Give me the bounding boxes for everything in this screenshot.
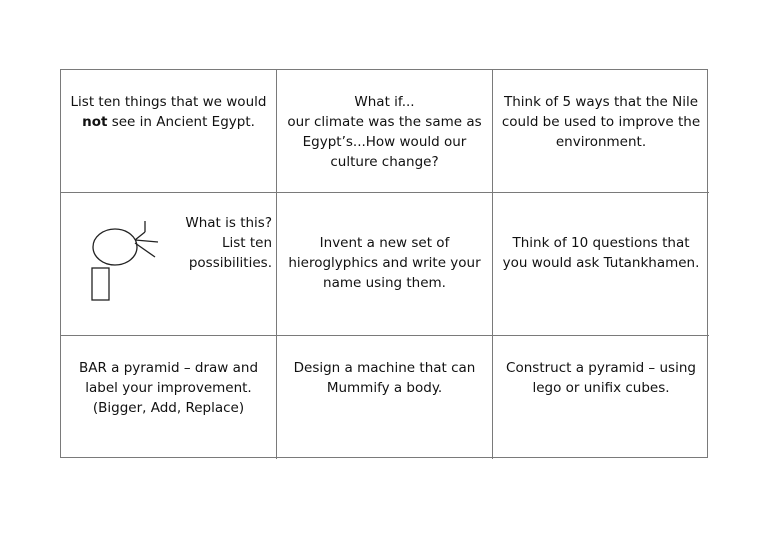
card-what-if [277, 70, 493, 193]
card-text-line: Egypt’s...How would our [302, 134, 467, 150]
card-text-line: Mummify a body. [326, 380, 443, 396]
card-text-line [69, 112, 268, 132]
emphasis-not: not [82, 114, 108, 130]
card-hieroglyphics [277, 193, 493, 336]
card-bar-pyramid [61, 336, 277, 459]
mystery-shape-drawing [83, 205, 193, 305]
card-what-is-this [61, 193, 277, 336]
card-text-line: possibilities. [188, 255, 272, 271]
card-text-line: What if... [354, 94, 415, 110]
card-text-line: label your improvement. [85, 380, 252, 396]
card-text-line: lego or unifix cubes. [532, 380, 670, 396]
card-text-line: name using them. [323, 275, 446, 291]
card-text-line: Design a machine that can [293, 360, 476, 376]
card-text-line: culture change? [330, 154, 439, 170]
card-text-line: you would ask Tutankhamen. [502, 255, 700, 271]
what-is-this-prompt [185, 213, 272, 273]
card-text-line: Invent a new set of [319, 235, 450, 251]
card-text-line: could be used to improve the [501, 114, 701, 130]
card-text-line: hieroglyphics and write your [288, 255, 481, 271]
card-text-line: Think of 5 ways that the Nile [503, 94, 699, 110]
card-text-line: our climate was the same as [287, 114, 482, 130]
card-text-line: Construct a pyramid – using [506, 360, 696, 376]
card-text-line: What is this? [185, 215, 272, 231]
card-text-fragment: see in Ancient Egypt. [107, 114, 255, 130]
card-text-line: environment. [555, 134, 647, 150]
card-text-line: Think of 10 questions that [512, 235, 690, 251]
card-list-ten-things [61, 70, 277, 193]
card-text-line: BAR a pyramid – draw and [78, 360, 259, 376]
card-mummify-machine [277, 336, 493, 459]
card-text-line: List ten [221, 235, 272, 251]
card-text-line: List ten things that we would [70, 94, 267, 110]
task-card-grid [60, 69, 708, 458]
card-tutankhamen-questions [493, 193, 709, 336]
card-text-line: (Bigger, Add, Replace) [92, 400, 245, 416]
card-nile-ideas [493, 70, 709, 193]
card-construct-pyramid [493, 336, 709, 459]
